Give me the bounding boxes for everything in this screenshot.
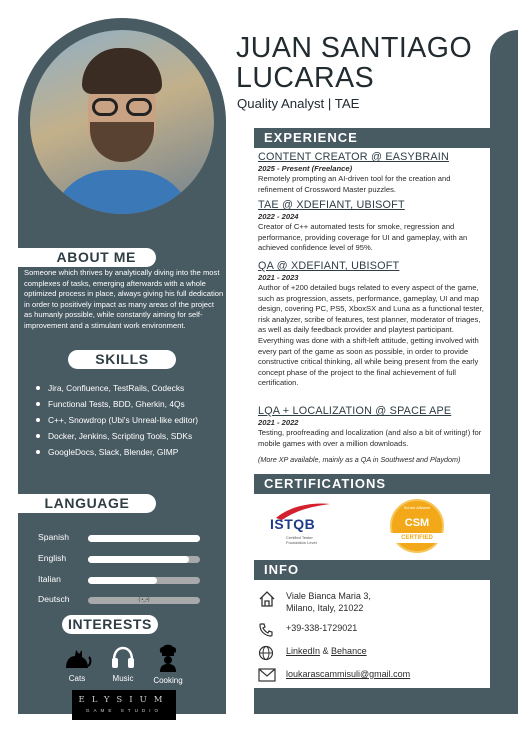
address-line: Milano, Italy, 21022	[286, 603, 364, 613]
studio-logo	[72, 690, 176, 720]
language-level-bar	[88, 535, 200, 542]
language-level-fill	[88, 556, 189, 563]
phone-number[interactable]: +39-338-1729021	[286, 623, 358, 633]
language-row	[38, 594, 70, 608]
language-level-fill	[88, 535, 200, 542]
language-note: ( •_•)	[138, 597, 150, 603]
language-name: Spanish	[38, 532, 70, 542]
link-separator: &	[320, 646, 332, 656]
job-role: Quality Analyst | TAE	[237, 96, 360, 111]
interest-cooking	[146, 644, 190, 685]
full-name	[236, 33, 472, 93]
right-accent-band	[490, 30, 518, 714]
social-links	[286, 645, 367, 657]
skill-item: Functional Tests, BDD, Gherkin, 4Qs	[34, 396, 224, 412]
job-description: Remotely prompting an AI-driven tool for the creation and refinement of Crossword Master puzzles.	[258, 174, 451, 194]
istqb-logo-text: ISTQB	[270, 516, 316, 532]
job-title: LQA + LOCALIZATION @ SPACE APE	[258, 405, 452, 417]
interest-label: Music	[112, 674, 134, 683]
job-description: Author of +200 detailed bugs related to every aspect of the game, such as progression, assets, performance, gameplay, UI and map design, covering PC, PS5, XboxSX and Luna as a functional tester, risk analyzer, scribe of features, test planner, moderator of triages, as well as daily feedback provider and playtest participant. Everything was done with a shift-left attitude, getting involved with every part of the game as soon as possible, in order to provide constructive critical thinking, all while being present from the early concept phase of the project to the final achievement of full certification.	[258, 283, 484, 388]
job-date: 2022 - 2024	[258, 212, 299, 221]
chef-icon	[155, 644, 181, 672]
csm-ribbon: CERTIFIED	[388, 533, 446, 543]
experience-item	[258, 405, 484, 449]
skill-item: Docker, Jenkins, Scripting Tools, SDKs	[34, 428, 224, 444]
name-line-1: JUAN SANTIAGO	[236, 32, 473, 64]
experience-item	[258, 260, 484, 389]
headphones-icon	[110, 644, 136, 670]
about-heading: ABOUT ME	[18, 248, 156, 267]
certifications-heading: CERTIFICATIONS	[264, 476, 387, 491]
address-line: Viale Bianca Maria 3,	[286, 591, 371, 601]
logo-text: ELYSIUM	[78, 695, 170, 705]
job-title: TAE @ XDEFIANT, UBISOFT	[258, 199, 405, 211]
skill-item: C++, Snowdrop (Ubi's Unreal-like editor)	[34, 412, 224, 428]
phone-icon	[258, 622, 274, 638]
interest-label: Cats	[68, 674, 86, 683]
skill-item: GoogleDocs, Slack, Blender, GIMP	[34, 444, 224, 460]
skills-list	[34, 380, 224, 460]
language-name: English	[38, 553, 67, 563]
interest-cats	[60, 644, 94, 683]
skills-heading: SKILLS	[68, 350, 176, 369]
interest-label: Cooking	[153, 676, 183, 685]
profile-photo	[30, 30, 214, 214]
language-level-fill	[88, 577, 157, 584]
home-icon	[258, 590, 276, 608]
linkedin-link[interactable]: LinkedIn	[286, 646, 321, 656]
job-date: 2021 - 2022	[258, 418, 299, 427]
name-line-2: LUCARAS	[236, 62, 375, 94]
language-level-bar	[88, 577, 200, 584]
globe-icon	[258, 645, 274, 661]
about-text: Someone which thrives by analytically diving into the most complexes of tasks, emerging afterwards with a whole optimized process in place, always giving his full dedication in order to positively impact as many areas of the project as humanly possible, while constantly aiming for self-improvement and a stimulant work environment.	[24, 268, 224, 330]
job-title: QA @ XDEFIANT, UBISOFT	[258, 260, 400, 272]
language-heading: LANGUAGE	[18, 494, 156, 513]
language-name: Deutsch	[38, 594, 70, 604]
more-experience-note: (More XP available, mainly as a QA in Southwest and Playdom)	[258, 455, 461, 464]
job-description: Creator of C++ automated tests for smoke, regression and performance, providing coverage for UI and gameplay, with an achieved confidence level of 95%.	[258, 222, 468, 253]
experience-item	[258, 151, 484, 195]
experience-heading: EXPERIENCE	[264, 130, 358, 145]
interests-heading: INTERESTS	[62, 615, 158, 634]
job-date: 2021 - 2023	[258, 273, 299, 282]
cat-icon	[62, 644, 92, 670]
skill-item: Jira, Confluence, TestRails, Codecks	[34, 380, 224, 396]
language-row	[38, 532, 69, 546]
email-link[interactable]: loukarascammisuli@gmail.com	[286, 669, 411, 679]
language-level-bar	[88, 597, 200, 604]
job-title: CONTENT CREATOR @ EASYBRAIN	[258, 151, 449, 163]
logo-subtext: GAME STUDIO	[85, 708, 163, 713]
language-name: Italian	[38, 574, 61, 584]
mail-icon	[258, 668, 276, 682]
language-row	[38, 553, 66, 567]
behance-link[interactable]: Behance	[331, 646, 367, 656]
address-text	[286, 590, 371, 614]
job-date: 2025 - Present (Freelance)	[258, 164, 353, 173]
istqb-badge	[268, 502, 334, 554]
language-level-bar	[88, 556, 200, 563]
csm-text: CSM	[404, 517, 430, 529]
job-description: Testing, proofreading and localization (and also a bit of writing!) for mobile games with over a million downloads.	[258, 428, 482, 448]
csm-ring-text: Scrum Alliance	[403, 505, 431, 510]
istqb-subtext	[286, 535, 317, 545]
istqb-sub-line: Certified Tester	[286, 535, 313, 540]
istqb-sub-line: Foundation Level	[286, 540, 317, 545]
experience-item	[258, 199, 484, 254]
info-heading: INFO	[264, 562, 300, 577]
interest-music	[106, 644, 140, 683]
csm-badge	[386, 499, 448, 557]
language-row	[38, 574, 61, 588]
